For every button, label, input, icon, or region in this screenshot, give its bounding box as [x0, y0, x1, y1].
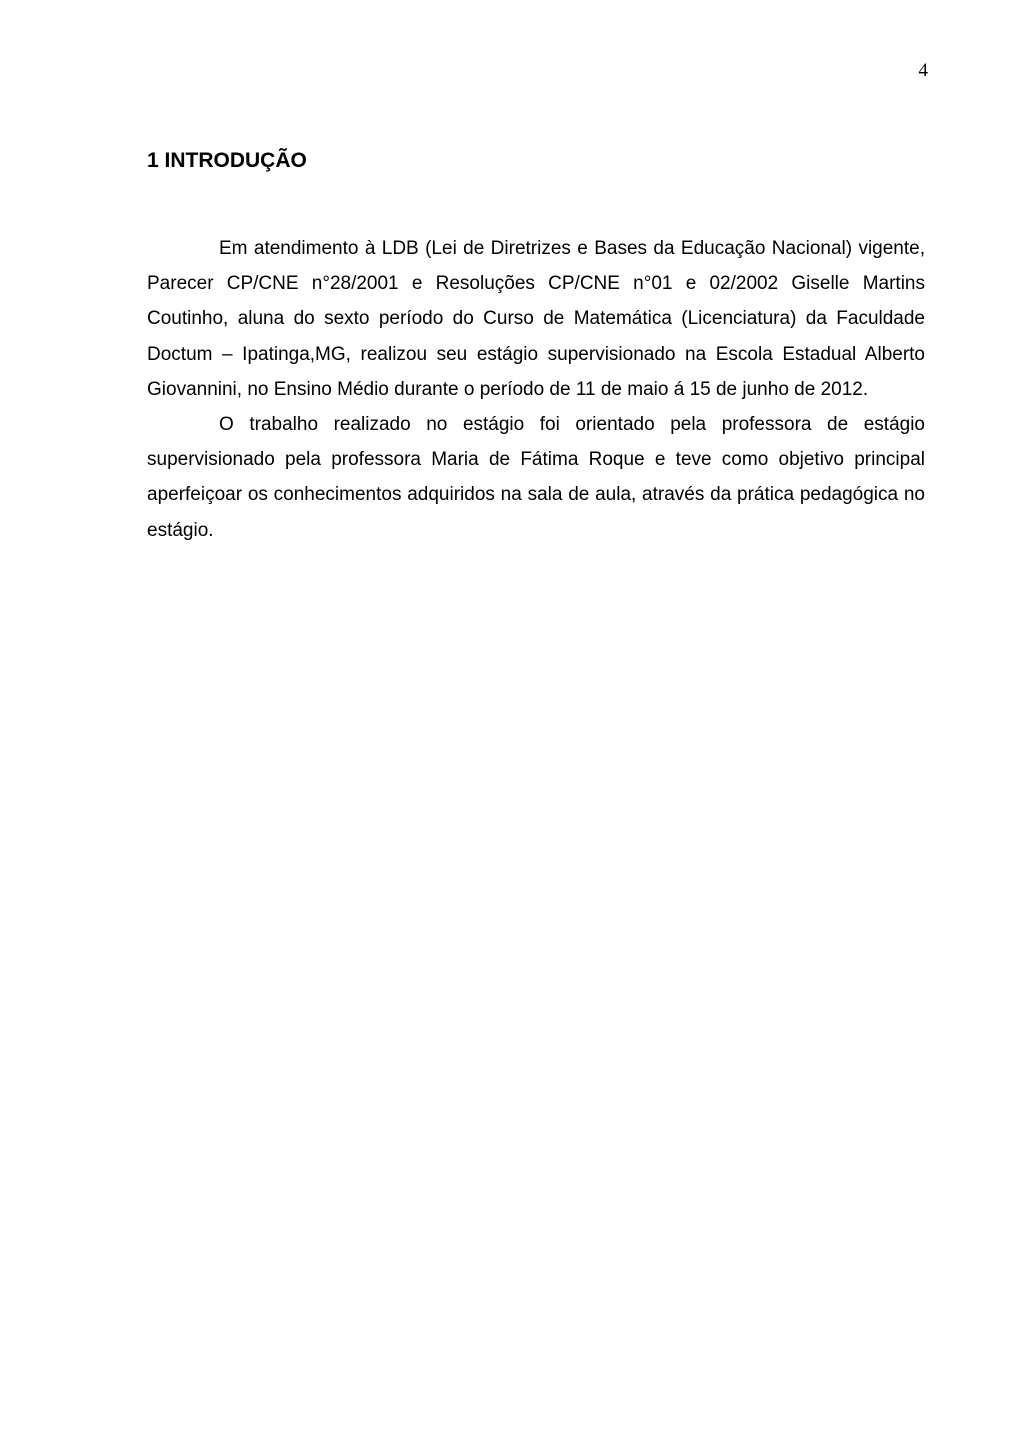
section-heading: 1 INTRODUÇÃO — [147, 149, 307, 172]
paragraph-internship-objective: O trabalho realizado no estágio foi orientado pela professora de estágio supervisionado pela professora Maria de Fátima Roque e teve como objetivo principal aperfeiçoar os conhecimentos adquiridos na sala de aula, através da prática pedagógica no estágio. — [147, 414, 925, 541]
section-body — [147, 231, 925, 548]
page-number: 4 — [918, 60, 928, 81]
paragraph-ldb-internship: Em atendimento à LDB (Lei de Diretrizes e Bases da Educação Nacional) vigente, Parecer CP/CNE n°28/2001 e Resoluções CP/CNE n°01 e 02/2002 Giselle Martins Coutinho, aluna do sexto período do Curso de Matemática (Licenciatura) da Faculdade Doctum – Ipatinga,MG, realizou seu estágio supervisionado na Escola Estadual Alberto Giovannini, no Ensino Médio durante o período de 11 de maio á 15 de junho de 2012. — [147, 238, 925, 400]
